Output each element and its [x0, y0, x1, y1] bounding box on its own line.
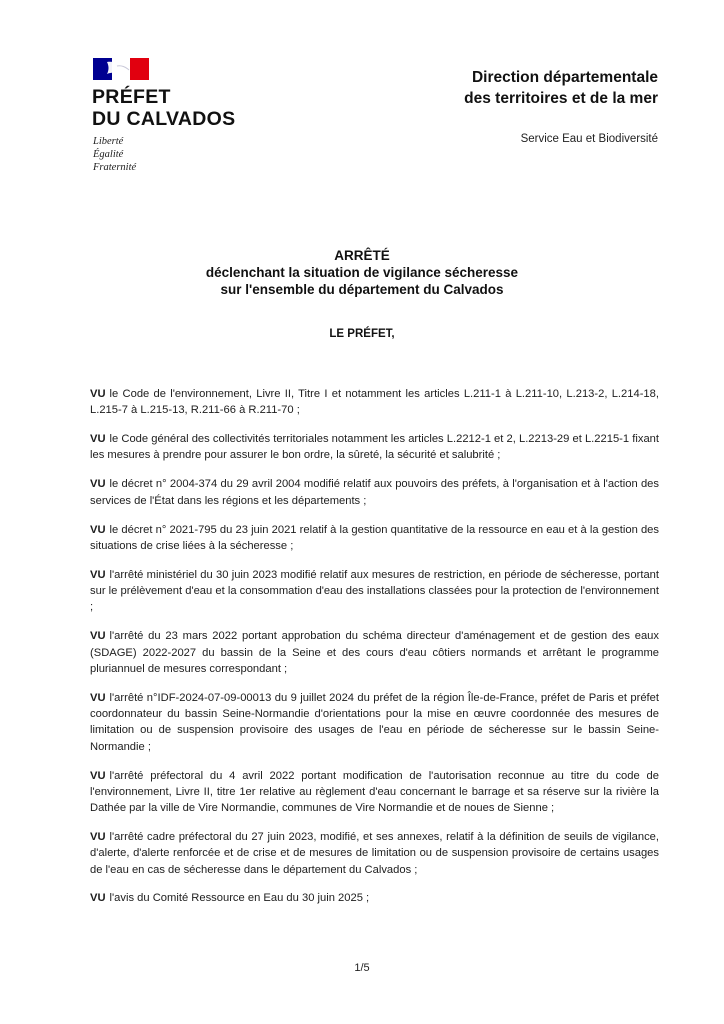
vu-paragraph	[90, 386, 659, 419]
marianne-logo-icon	[93, 58, 149, 80]
vu-label: VU	[90, 830, 106, 843]
vu-paragraph	[90, 567, 659, 616]
vu-label: VU	[90, 523, 106, 536]
title-line2: déclenchant la situation de vigilance sécheresse	[205, 265, 519, 280]
service-name: Service Eau et Biodiversité	[520, 133, 658, 145]
vu-text: le décret n° 2021-795 du 23 juin 2021 relatif à la gestion quantitative de la ressource en eau et à la gestion des situations de crise liées à la sécheresse ;	[90, 523, 659, 552]
vu-text: le Code de l'environnement, Livre II, Titre I et notamment les articles L.211-1 à L.211-10, L.213-2, L.214-18, L.215-7 à L.215-13, R.211-66 à R.211-70 ;	[90, 388, 659, 417]
title-line3: sur l'ensemble du département du Calvados	[220, 282, 504, 297]
prefecture-name	[92, 86, 235, 130]
vu-label: VU	[90, 630, 106, 643]
vu-paragraph	[90, 768, 659, 817]
vu-text: l'arrêté préfectoral du 4 avril 2022 portant modification de l'autorisation reconnue au titre du code de l'environnement, Livre II, titre 1er relative au règlement d'eau concernant le barrage et sa réserve sur la rivière la Dathée par la ville de Vire Normandie, communes de Vire Normandie et de noues de Sienne ;	[90, 769, 659, 815]
vu-paragraph	[90, 690, 659, 755]
vu-text: l'arrêté du 23 mars 2022 portant approbation du schéma directeur d'aménagement et de gestion des eaux (SDAGE) 2022-2027 du bassin de la Seine et des cours d'eau côtiers normands et arrêtant le programme pluriannuel de mesures correspondant ;	[90, 630, 659, 675]
vu-paragraph	[90, 476, 659, 509]
vu-text: l'arrêté ministériel du 30 juin 2023 modifié relatif aux mesures de restriction, en période de sécheresse, portant sur le prélèvement d'eau et la consommation d'eau des installations classées pour la protection de l'environnement ;	[90, 568, 659, 614]
direction-name	[464, 67, 658, 109]
prefecture-line1: PRÉFET	[92, 86, 171, 108]
vu-paragraph	[90, 431, 659, 464]
vu-text: l'arrêté n°IDF-2024-07-09-00013 du 9 juillet 2024 du préfet de la région Île-de-France, préfet de Paris et préfet coordonnateur du bassin Seine-Normandie d'orientations pour la mise en œuvre coordonnée des mesures de limitation ou de suspension provisoire des usages de l'eau en période de sécheresse sur le bassin Seine-Normandie ;	[90, 691, 659, 753]
vu-paragraph	[90, 829, 659, 878]
vu-text: le Code général des collectivités territoriales notamment les articles L.2212-1 et 2, L.2213-29 et L.2215-1 fixant les mesures à prendre pour assurer le bon ordre, la sûreté, la sécurité et salubrité ;	[90, 433, 659, 462]
vu-paragraph	[90, 628, 659, 677]
republic-motto	[93, 135, 136, 174]
vu-paragraph	[90, 890, 659, 906]
prefet-heading: LE PRÉFET,	[329, 328, 395, 340]
vu-text: l'avis du Comité Ressource en Eau du 30 juin 2025 ;	[109, 892, 370, 905]
considerations-list	[90, 386, 659, 919]
vu-label: VU	[90, 433, 106, 446]
vu-label: VU	[90, 892, 106, 905]
vu-label: VU	[90, 478, 106, 491]
motto-fraternite: Fraternité	[93, 162, 137, 173]
direction-line1: Direction départementale	[471, 69, 658, 86]
vu-paragraph	[90, 522, 659, 555]
vu-label: VU	[90, 388, 106, 400]
vu-label: VU	[90, 769, 106, 782]
vu-label: VU	[90, 691, 106, 704]
prefecture-line2: DU CALVADOS	[92, 108, 236, 130]
vu-text: l'arrêté cadre préfectoral du 27 juin 2023, modifié, et ses annexes, relatif à la définition de seuils de vigilance, d'alerte, d'alerte renforcée et de crise et de mesures de limitation ou de suspension provisoire de certains usages de l'eau en cas de sécheresse dans le département du Calvados ;	[90, 830, 659, 876]
motto-egalite: Égalité	[93, 149, 124, 160]
vu-label: VU	[90, 568, 106, 581]
document-title	[0, 247, 724, 298]
direction-line2: des territoires et de la mer	[464, 90, 658, 107]
motto-liberte: Liberté	[93, 136, 124, 147]
page-number: 1/5	[354, 962, 370, 974]
vu-text: le décret n° 2004-374 du 29 avril 2004 modifié relatif aux pouvoirs des préfets, à l'organisation et à l'action des services de l'État dans les régions et les départements ;	[90, 478, 659, 507]
title-line1: ARRÊTÉ	[334, 248, 390, 263]
